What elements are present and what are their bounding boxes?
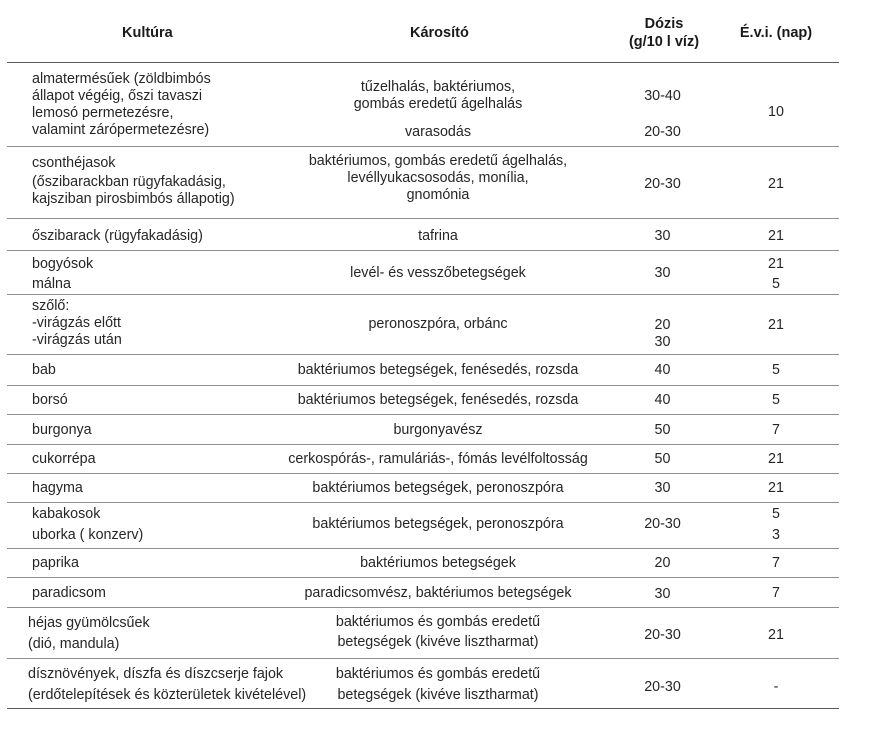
cell-karosito: paradicsomvész, baktériumos betegségek	[304, 585, 572, 601]
header-rule	[7, 62, 839, 63]
cell-dozis	[615, 317, 710, 351]
cell-text: baktériumos és gombás eredetű	[335, 614, 541, 630]
cell-text: lemosó permetezésre,	[32, 105, 174, 121]
cell-karosito: baktériumos betegségek, fenésedés, rozsda	[297, 392, 579, 408]
cell-kultura: hagyma	[32, 480, 83, 496]
row-divider	[7, 250, 839, 251]
cell-text: valamint zárópermetezésre)	[32, 122, 210, 138]
cell-karosito: levél- és vesszőbetegségek	[350, 265, 526, 281]
cell-dozis: 40	[654, 362, 671, 378]
header-dozis-line1: Dózis	[644, 16, 684, 32]
cell-evi: 21	[768, 176, 784, 192]
cell-kultura	[32, 256, 93, 293]
cell-text: betegségek (kivéve lisztharmat)	[337, 634, 539, 650]
cell-evi: 21	[768, 451, 784, 467]
cell-dozis: 50	[654, 451, 671, 467]
cell-dozis: 20-30	[644, 679, 681, 695]
cell-text: csonthéjasok	[32, 155, 116, 171]
cell-kultura	[28, 615, 150, 653]
row-divider	[7, 548, 839, 549]
cell-text: gombás eredetű ágelhalás	[353, 96, 523, 112]
row-divider	[7, 385, 839, 386]
row-divider	[7, 473, 839, 474]
cell-dozis: 40	[654, 392, 671, 408]
cell-kultura: paradicsom	[32, 585, 106, 601]
cell-text: 30	[654, 334, 671, 350]
cell-text: dísznövények, díszfa és díszcserje fajok	[28, 666, 284, 682]
cell-kultura: borsó	[32, 392, 68, 408]
cell-evi: 21	[768, 317, 784, 333]
header-kultura: Kultúra	[122, 25, 173, 41]
row-divider	[7, 658, 839, 659]
cell-text: állapot végéig, őszi tavaszi	[32, 88, 203, 104]
cell-text: kajsziban pirosbimbós állapotig)	[32, 191, 235, 207]
cell-karosito	[240, 79, 636, 113]
cell-karosito	[240, 153, 636, 204]
cell-text: 5	[772, 506, 780, 522]
cell-karosito: varasodás	[405, 124, 471, 140]
cell-text: (dió, mandula)	[28, 636, 120, 652]
cell-karosito: peronoszpóra, orbánc	[368, 316, 508, 332]
cell-text: betegségek (kivéve lisztharmat)	[337, 687, 539, 703]
cell-text: -virágzás után	[32, 332, 122, 348]
cell-text: 5	[772, 276, 780, 292]
cell-dozis: 30	[654, 265, 671, 281]
cell-text: (erdőtelepítések és közterületek kivételével)	[28, 687, 307, 703]
cell-evi: 21	[768, 480, 784, 496]
cell-text: 20	[654, 317, 671, 333]
cell-dozis: 20	[654, 555, 671, 571]
cell-text: szőlő:	[32, 298, 70, 314]
cell-dozis: 20-30	[644, 627, 681, 643]
cell-dozis: 30	[654, 480, 671, 496]
header-evi: É.v.i. (nap)	[739, 25, 813, 41]
cell-kultura: burgonya	[32, 422, 92, 438]
cell-text: gnomónia	[406, 187, 470, 203]
row-divider	[7, 218, 839, 219]
cell-text: héjas gyümölcsűek	[28, 615, 150, 631]
cell-evi: 7	[772, 422, 780, 438]
cell-kultura: cukorrépa	[32, 451, 96, 467]
cell-dozis: 30	[654, 586, 671, 602]
cell-karosito: baktériumos betegségek	[360, 555, 516, 571]
cell-text: -virágzás előtt	[32, 315, 121, 331]
cell-evi: 5	[772, 362, 780, 378]
cell-karosito: baktériumos betegségek, fenésedés, rozsda	[297, 362, 579, 378]
cell-dozis: 20-30	[644, 124, 681, 140]
cell-text: (őszibarackban rügyfakadásig,	[32, 174, 226, 190]
row-divider	[7, 294, 839, 295]
cell-text: levéllyukacsosodás, monília,	[347, 170, 529, 186]
cell-evi: 7	[772, 555, 780, 571]
cell-kultura	[32, 506, 143, 544]
row-divider	[7, 414, 839, 415]
cell-text: 3	[772, 527, 780, 543]
cell-evi: 7	[772, 585, 780, 601]
cell-kultura	[32, 298, 122, 349]
header-karosito: Károsító	[410, 25, 469, 41]
row-divider	[7, 577, 839, 578]
row-divider	[7, 354, 839, 355]
cell-evi: 5	[772, 392, 780, 408]
cell-karosito: tafrina	[418, 228, 458, 244]
cell-text: baktériumos és gombás eredetű	[335, 666, 541, 682]
cell-kultura: paprika	[32, 555, 79, 571]
cell-evi	[728, 506, 824, 544]
table-bottom-rule	[7, 708, 839, 709]
cell-text: baktériumos, gombás eredetű ágelhalás,	[308, 153, 568, 169]
cell-dozis: 50	[654, 422, 671, 438]
cell-text: málna	[32, 276, 71, 292]
row-divider	[7, 607, 839, 608]
cell-dozis: 20-30	[644, 176, 681, 192]
cell-text: tűzelhalás, baktériumos,	[360, 79, 516, 95]
cell-karosito: baktériumos betegségek, peronoszpóra	[312, 516, 564, 532]
cell-text: almatermésűek (zöldbimbós	[32, 71, 211, 87]
row-divider	[7, 444, 839, 445]
cell-kultura: őszibarack (rügyfakadásig)	[32, 228, 203, 244]
cell-evi: 21	[768, 228, 784, 244]
cell-evi	[728, 256, 824, 293]
cell-text: 21	[768, 256, 784, 272]
cell-dozis: 20-30	[644, 516, 681, 532]
cell-text: bogyósok	[32, 256, 94, 272]
cell-kultura	[32, 71, 211, 139]
row-divider	[7, 146, 839, 147]
cell-kultura	[32, 155, 235, 208]
cell-text: uborka ( konzerv)	[32, 527, 144, 543]
cell-evi: 21	[768, 627, 784, 643]
row-divider	[7, 502, 839, 503]
cell-text: kabakosok	[32, 506, 101, 522]
table-header	[0, 0, 872, 62]
cell-karosito: baktériumos betegségek, peronoszpóra	[312, 480, 564, 496]
cell-karosito	[240, 614, 636, 651]
cell-evi: 10	[768, 104, 784, 120]
cell-karosito: cerkospórás-, ramuláriás-, fómás levélfoltosság	[288, 451, 588, 467]
header-dozis	[618, 15, 710, 51]
cell-karosito	[240, 666, 636, 704]
header-dozis-line2: (g/10 l víz)	[628, 34, 700, 50]
cell-dozis: 30	[654, 228, 671, 244]
cell-dozis: 30-40	[644, 88, 681, 104]
cell-kultura: bab	[32, 362, 56, 378]
cell-karosito: burgonyavész	[393, 422, 483, 438]
cell-evi: -	[773, 679, 779, 695]
